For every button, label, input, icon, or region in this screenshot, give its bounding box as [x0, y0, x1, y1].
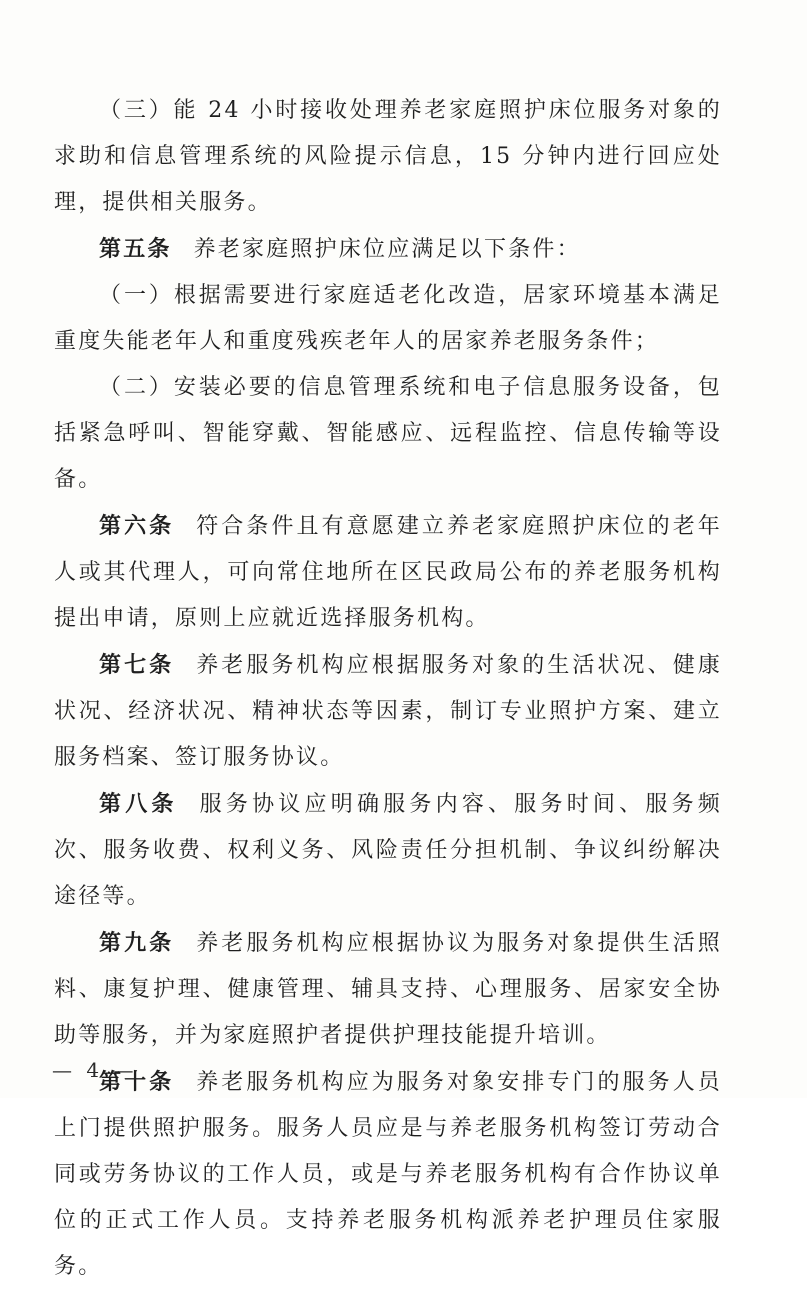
document-body [54, 88, 722, 1290]
paragraph-text: （一）根据需要进行家庭适老化改造，居家环境基本满足重度失能老年人和重度残疾老年人的居家养老服务条件； [54, 283, 722, 354]
article-heading: 第七条 [99, 652, 175, 678]
article-heading: 第九条 [99, 930, 175, 956]
article-8 [54, 781, 722, 920]
paragraph-text: 养老服务机构应根据协议为服务对象提供生活照料、康复护理、健康管理、辅具支持、心理服务、居家安全协助等服务，并为家庭照护者提供护理技能提升培训。 [54, 931, 722, 1048]
paragraph-text: 符合条件且有意愿建立养老家庭照护床位的老年人或其代理人，可向常住地所在区民政局公布的养老服务机构提出申请，原则上应就近选择服务机构。 [54, 514, 722, 631]
article-7 [54, 642, 722, 781]
paragraph-text: （三）能 24 小时接收处理养老家庭照护床位服务对象的求助和信息管理系统的风险提示信息，15 分钟内进行回应处理，提供相关服务。 [54, 98, 722, 215]
article-10 [54, 1059, 722, 1290]
paragraph-item-3 [54, 88, 722, 226]
paragraph-item-2 [54, 365, 722, 503]
paragraph-text: 养老服务机构应为服务对象安排专门的服务人员上门提供照护服务。服务人员应是与养老服务机构签订劳动合同或劳务协议的工作人员，或是与养老服务机构有合作协议单位的正式工作人员。支持养老服务机构派养老护理员住家服务。 [54, 1070, 722, 1279]
article-heading: 第十条 [99, 1069, 175, 1095]
article-6 [54, 503, 722, 642]
article-heading: 第六条 [99, 513, 175, 539]
article-heading: 第五条 [99, 236, 172, 262]
paragraph-text: 服务协议应明确服务内容、服务时间、服务频次、服务收费、权利义务、风险责任分担机制、争议纠纷解决途径等。 [54, 792, 722, 909]
paragraph-text: 养老服务机构应根据服务对象的生活状况、健康状况、经济状况、精神状态等因素，制订专业照护方案、建立服务档案、签订服务协议。 [54, 653, 722, 770]
paragraph-text: 养老家庭照护床位应满足以下条件： [193, 237, 581, 262]
article-heading: 第八条 [99, 791, 178, 817]
paragraph-text: （二）安装必要的信息管理系统和电子信息服务设备，包括紧急呼叫、智能穿戴、智能感应、远程监控、信息传输等设备。 [54, 375, 722, 492]
paragraph-item-1 [54, 273, 722, 365]
article-5 [54, 226, 722, 273]
page-number: — 4 — [52, 1058, 138, 1082]
article-9 [54, 920, 722, 1059]
